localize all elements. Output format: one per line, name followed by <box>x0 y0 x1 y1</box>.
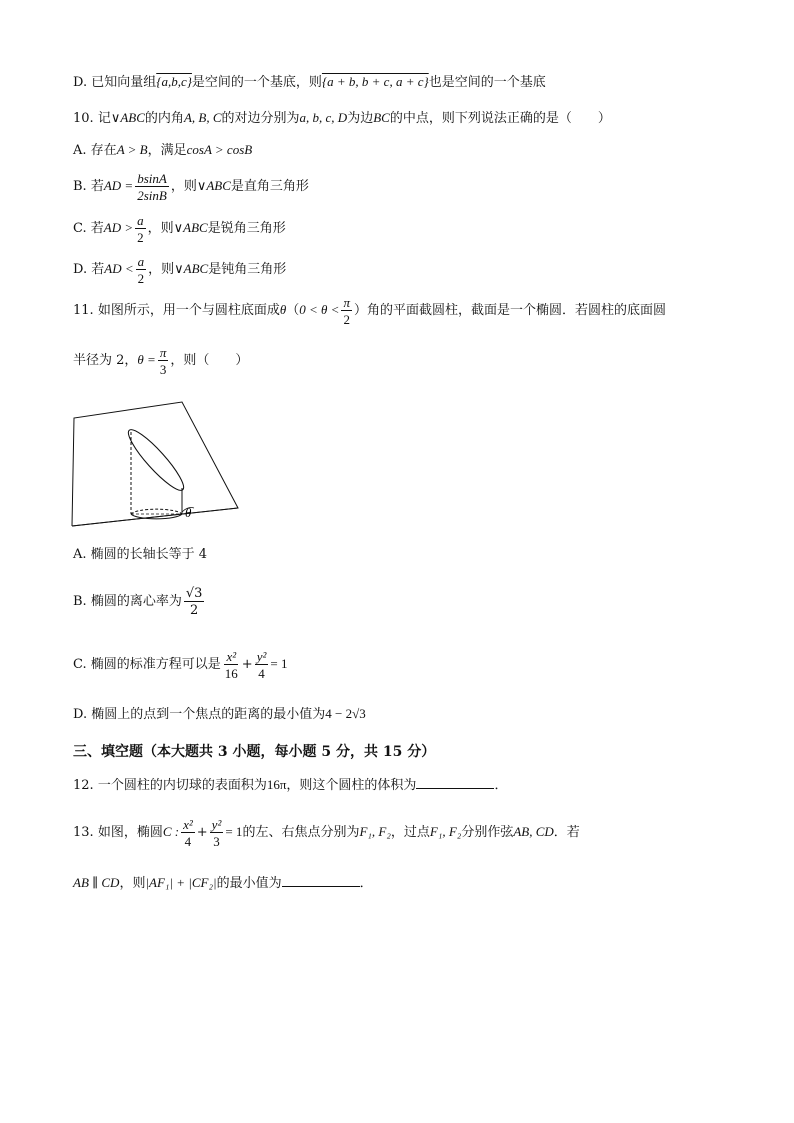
fraction <box>341 296 352 326</box>
text: ． <box>494 778 508 793</box>
text: ．若 <box>553 825 580 840</box>
text: ，则 <box>148 262 175 277</box>
fraction <box>255 650 269 680</box>
q13-stem-line1 <box>73 812 580 853</box>
math-expr: A > B <box>116 142 148 157</box>
q11-option-a <box>73 545 207 565</box>
denominator: 4 <box>258 665 265 681</box>
denominator: 4 <box>184 833 192 849</box>
text: 的最小值为 <box>216 876 282 891</box>
q12-stem <box>73 774 507 796</box>
text: 如图所示，用一个与圆柱底面成 <box>97 303 280 318</box>
math-triangle: ∨ABC <box>173 220 208 235</box>
denominator: 2 <box>137 270 145 286</box>
math-expr: AB, CD <box>513 824 554 839</box>
plane-outline <box>72 402 238 526</box>
text: 一个圆柱的内切球的表面积为 <box>97 778 267 793</box>
q10-stem <box>73 108 611 129</box>
math-triangle: ∨ABC <box>196 178 231 193</box>
numerator: π <box>159 344 167 360</box>
option-label: C. <box>73 221 87 236</box>
text: ，则（ ） <box>170 353 249 368</box>
q11-stem-line1 <box>73 294 666 327</box>
text: 存在 <box>90 143 117 158</box>
denominator: 2 <box>343 311 350 327</box>
text: ，则 <box>170 179 197 194</box>
math-expr: AB ∥ CD <box>73 875 120 890</box>
math-expr: C : <box>162 824 180 839</box>
text: 角的平面截圆柱，截面是一个椭圆．若圆柱的底面圆 <box>366 303 666 318</box>
plus-sign: + <box>241 657 253 672</box>
text: 也是空间的一个基底 <box>428 75 546 90</box>
math-theta: θ <box>279 302 287 317</box>
math-expr: |AF₁| + |CF₂| <box>145 875 217 890</box>
text: 椭圆的标准方程可以是 <box>90 657 221 672</box>
text: ，则 <box>119 876 146 891</box>
question-number: 11. <box>73 303 94 318</box>
text: 若 <box>91 262 105 277</box>
option-label: C. <box>73 657 87 672</box>
theta-label: θ <box>185 505 192 520</box>
fraction <box>223 650 240 680</box>
denominator: 2sinB <box>137 187 167 203</box>
text: ，满足 <box>147 143 187 158</box>
math-expr: AD = <box>103 178 134 193</box>
numerator: √3 <box>185 585 203 601</box>
text: 半径为 2， <box>73 353 138 368</box>
section-title: 三、填空题（本大题共 3 小题，每小题 5 分，共 15 分） <box>73 744 436 760</box>
fraction <box>184 587 205 617</box>
option-label: B. <box>73 179 87 194</box>
option-label: A. <box>73 547 87 562</box>
math-segment: BC <box>373 110 390 125</box>
math-vector-set: {a + b, b + c, a + c} <box>321 74 429 89</box>
option-label: D. <box>73 707 88 722</box>
ellipse-section <box>123 424 190 495</box>
math-expr: AD > <box>103 220 134 235</box>
q11-option-b <box>73 584 206 620</box>
answer-blank[interactable] <box>282 872 360 887</box>
math-expr: = 1 <box>225 824 243 839</box>
math-expr: 0 < θ < <box>299 302 340 317</box>
math-expr: θ = <box>137 352 156 367</box>
math-expr: F₁, F₂ <box>429 824 462 839</box>
text: 已知向量组 <box>91 75 157 90</box>
q10-option-b <box>73 170 309 203</box>
math-expr: 4 − 2√3 <box>325 706 366 721</box>
text: ） <box>353 303 367 318</box>
math-triangle: ∨ABC <box>174 261 209 276</box>
text: 为边 <box>347 111 374 126</box>
option-label: D. <box>73 75 88 90</box>
text: 是空间的一个基底，则 <box>191 75 322 90</box>
text: ． <box>359 876 373 891</box>
fraction <box>210 818 224 848</box>
math-sides: a, b, c, D <box>299 110 348 125</box>
numerator: a <box>137 253 145 269</box>
numerator: y² <box>256 648 267 664</box>
math-expr: cosA > cosB <box>186 142 253 157</box>
math-expr: 16π <box>266 777 287 792</box>
denominator: 16 <box>224 665 238 681</box>
text: 是锐角三角形 <box>207 221 286 236</box>
denominator: 3 <box>213 833 220 849</box>
base-back-arc <box>131 509 182 514</box>
option-label: B. <box>73 594 87 609</box>
option-label: D. <box>73 262 88 277</box>
math-angles: A, B, C <box>183 110 222 125</box>
text: 椭圆上的点到一个焦点的距离的最小值为 <box>91 707 326 722</box>
text: ，过点 <box>390 825 430 840</box>
text: 是直角三角形 <box>230 179 309 194</box>
numerator: x² <box>183 816 193 832</box>
question-number: 10. <box>73 111 94 126</box>
numerator: a <box>137 212 144 228</box>
text: 若 <box>90 179 104 194</box>
q13-stem-line2 <box>73 872 373 894</box>
q10-option-c <box>73 212 286 245</box>
question-number: 13. <box>73 825 94 840</box>
cylinder-cut-figure <box>70 388 250 533</box>
question-number: 12. <box>73 778 94 793</box>
text: 椭圆的长轴长等于 4 <box>90 547 208 562</box>
plus-sign: + <box>196 825 208 840</box>
numerator: π <box>343 294 350 310</box>
fraction <box>135 214 146 244</box>
math-expr: AD < <box>104 261 134 276</box>
text: 的左、右焦点分别为 <box>242 825 360 840</box>
text: 椭圆的离心率为 <box>90 594 182 609</box>
text: 若 <box>90 221 104 236</box>
text: 的中点，则下列说法正确的是（ ） <box>389 111 611 126</box>
denominator: 2 <box>189 602 199 618</box>
math-expr: F₁, F₂ <box>359 824 391 839</box>
math-vector-set: {a,b,c} <box>156 74 192 89</box>
q9-option-d <box>73 72 546 93</box>
base-plane-line <box>72 508 238 526</box>
fraction <box>136 255 147 285</box>
text: ，则这个圆柱的体积为 <box>286 778 417 793</box>
text: ，则 <box>147 221 174 236</box>
text: 的内角 <box>144 111 184 126</box>
text: （ <box>286 303 300 318</box>
numerator: y² <box>211 816 222 832</box>
text: 是钝角三角形 <box>208 262 287 277</box>
math-expr: = 1 <box>270 656 288 671</box>
fraction <box>135 172 169 202</box>
denominator: 2 <box>137 229 144 245</box>
q11-option-d <box>73 704 366 725</box>
text: 如图，椭圆 <box>97 825 163 840</box>
q11-option-c <box>73 644 287 685</box>
text: 分别作弦 <box>461 825 514 840</box>
numerator: x² <box>226 648 237 664</box>
option-label: A. <box>73 143 87 158</box>
text: 记 <box>97 111 111 126</box>
q11-stem-line2 <box>73 344 248 377</box>
text: 的对边分别为 <box>221 111 300 126</box>
fraction <box>158 346 169 376</box>
answer-blank[interactable] <box>416 774 494 789</box>
denominator: 3 <box>159 361 167 377</box>
fraction <box>181 818 195 848</box>
q10-option-a <box>73 140 252 161</box>
numerator: bsinA <box>137 170 167 186</box>
math-triangle: ∨ABC <box>110 110 145 125</box>
q10-option-d <box>73 253 286 286</box>
